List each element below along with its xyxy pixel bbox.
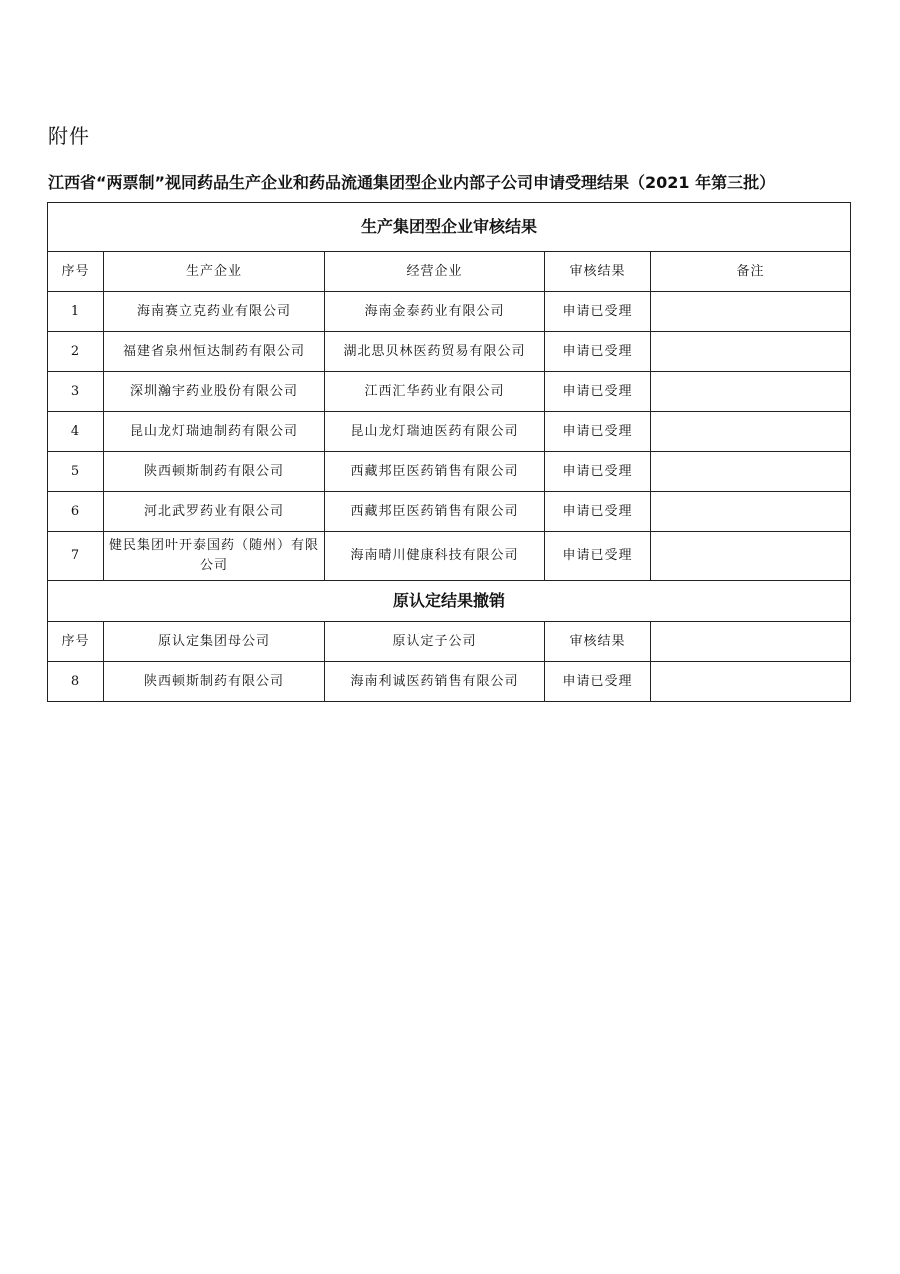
header-operator: 经营企业 (325, 252, 545, 292)
table-row (48, 332, 851, 372)
header-subsidiary: 原认定子公司 (325, 622, 545, 662)
cell-serial: 6 (48, 492, 104, 532)
cell-serial: 1 (48, 292, 104, 332)
cell-producer: 深圳瀚宇药业股份有限公司 (104, 372, 325, 412)
cell-producer: 海南赛立克药业有限公司 (104, 292, 325, 332)
header-serial: 序号 (48, 252, 104, 292)
header-result: 审核结果 (545, 252, 651, 292)
cell-note (651, 532, 851, 581)
cell-note (651, 332, 851, 372)
cell-note (651, 662, 851, 702)
cell-serial: 5 (48, 452, 104, 492)
header-serial: 序号 (48, 622, 104, 662)
cell-serial: 2 (48, 332, 104, 372)
cell-serial: 8 (48, 662, 104, 702)
section-2-header-row (48, 622, 851, 662)
cell-result: 申请已受理 (545, 492, 651, 532)
table-row (48, 662, 851, 702)
cell-operator: 昆山龙灯瑞迪医药有限公司 (325, 412, 545, 452)
table-row (48, 532, 851, 581)
section-1-header-row (48, 252, 851, 292)
cell-result: 申请已受理 (545, 292, 651, 332)
header-parent-company: 原认定集团母公司 (104, 622, 325, 662)
attachment-label: 附件 (48, 124, 90, 148)
header-producer: 生产企业 (104, 252, 325, 292)
cell-parent-company: 陕西顿斯制药有限公司 (104, 662, 325, 702)
header-result: 审核结果 (545, 622, 651, 662)
table-row (48, 492, 851, 532)
cell-subsidiary: 海南利诚医药销售有限公司 (325, 662, 545, 702)
section-1-title-row (48, 203, 851, 252)
cell-note (651, 292, 851, 332)
cell-result: 申请已受理 (545, 662, 651, 702)
cell-note (651, 372, 851, 412)
cell-note (651, 622, 851, 662)
section-1-title: 生产集团型企业审核结果 (48, 203, 851, 252)
cell-result: 申请已受理 (545, 332, 651, 372)
cell-serial: 4 (48, 412, 104, 452)
cell-note (651, 412, 851, 452)
table-row (48, 452, 851, 492)
cell-operator: 海南金泰药业有限公司 (325, 292, 545, 332)
cell-operator: 海南晴川健康科技有限公司 (325, 532, 545, 581)
cell-producer: 健民集团叶开泰国药（随州）有限公司 (104, 532, 325, 581)
table-row (48, 292, 851, 332)
cell-serial: 3 (48, 372, 104, 412)
cell-note (651, 492, 851, 532)
cell-producer: 河北武罗药业有限公司 (104, 492, 325, 532)
cell-result: 申请已受理 (545, 412, 651, 452)
cell-result: 申请已受理 (545, 532, 651, 581)
cell-serial: 7 (48, 532, 104, 581)
table-row (48, 412, 851, 452)
cell-operator: 西藏邦臣医药销售有限公司 (325, 452, 545, 492)
cell-producer: 昆山龙灯瑞迪制药有限公司 (104, 412, 325, 452)
table-row (48, 372, 851, 412)
cell-operator: 江西汇华药业有限公司 (325, 372, 545, 412)
cell-operator: 湖北思贝林医药贸易有限公司 (325, 332, 545, 372)
cell-operator: 西藏邦臣医药销售有限公司 (325, 492, 545, 532)
cell-producer: 福建省泉州恒达制药有限公司 (104, 332, 325, 372)
section-2-title-row (48, 581, 851, 622)
section-2-title: 原认定结果撤销 (48, 581, 851, 622)
header-note: 备注 (651, 252, 851, 292)
cell-note (651, 452, 851, 492)
document-title: 江西省“两票制”视同药品生产企业和药品流通集团型企业内部子公司申请受理结果（2021 年第三批） (48, 173, 776, 192)
cell-producer: 陕西顿斯制药有限公司 (104, 452, 325, 492)
results-table (47, 202, 851, 702)
cell-result: 申请已受理 (545, 372, 651, 412)
cell-result: 申请已受理 (545, 452, 651, 492)
